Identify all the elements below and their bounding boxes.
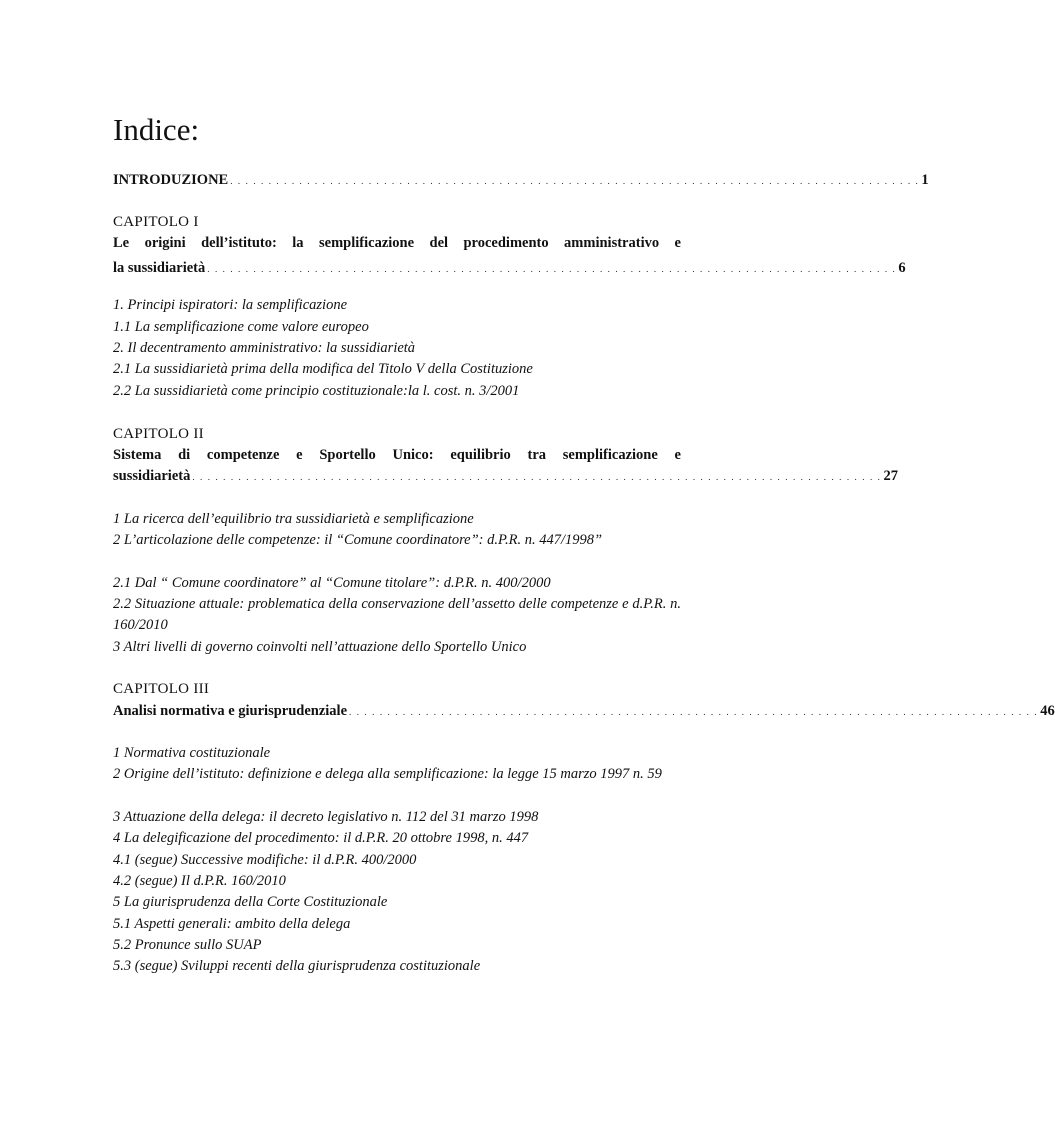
page-title: Indice: (113, 112, 200, 147)
toc-entry-label: Analisi normativa e giurisprudenziale (113, 703, 348, 719)
chapter-2-label: CAPITOLO II (113, 426, 204, 442)
toc-subitem[interactable]: 2.1 La sussidiarietà prima della modifica del Titolo V della Costituzione (113, 361, 533, 377)
toc-subitem[interactable]: 1 Normativa costituzionale (113, 745, 271, 761)
chapter-1-label: CAPITOLO I (113, 214, 199, 230)
chapter-3-label: CAPITOLO III (113, 681, 210, 697)
toc-subitem[interactable]: 5.3 (segue) Sviluppi recenti della giurisprudenza costituzionale (113, 958, 481, 974)
toc-subitem[interactable]: 2. Il decentramento amministrativo: la sussidiarietà (113, 340, 416, 356)
toc-subitem[interactable]: 1.1 La semplificazione come valore europeo (113, 319, 369, 335)
toc-entry-introduction[interactable] (113, 170, 929, 192)
toc-subitem[interactable]: 4.1 (segue) Successive modifiche: il d.P.R. 400/2000 (113, 852, 417, 868)
toc-page-number: 46 (1040, 703, 1055, 719)
toc-page-number: 27 (883, 468, 898, 484)
toc-subitem[interactable]: 1. Principi ispiratori: la semplificazione (113, 297, 348, 313)
toc-subitem[interactable]: 5.1 Aspetti generali: ambito della delega (113, 916, 351, 932)
toc-subitem[interactable]: 2 L’articolazione delle competenze: il “Comune coordinatore”: d.P.R. n. 447/1998” (113, 532, 603, 548)
toc-subitem[interactable]: 2.2 Situazione attuale: problematica della conservazione dell’assetto delle competenze e d.P.R. n. 160/2010 (113, 596, 681, 633)
dot-leader: . . . . . . . . . . . . . . . . . . . . . . . . . . . . . . . . . . . . . . . . . . . . . . . . . . . . . . . . . . . . . . . . . . . . . . . . . . . . . . . . . . . . . . . . . . (230, 176, 920, 186)
toc-subitem[interactable]: 3 Altri livelli di governo coinvolti nell’attuazione dello Sportello Unico (113, 639, 527, 655)
dot-leader: . . . . . . . . . . . . . . . . . . . . . . . . . . . . . . . . . . . . . . . . . . . . . . . . . . . . . . . . . . . . . . . . . . . . . . . . . . . . . . . . . . . . . . . . . . (192, 472, 882, 482)
toc-subitem[interactable]: 1 La ricerca dell’equilibrio tra sussidiarietà e semplificazione (113, 511, 474, 527)
chapter-1-title-line-1[interactable]: Le origini dell’istituto: la semplificazione del procedimento amministrativo e (113, 235, 681, 251)
toc-subitem[interactable]: 4 La delegificazione del procedimento: il d.P.R. 20 ottobre 1998, n. 447 (113, 830, 529, 846)
chapter-2-title-line-2[interactable] (113, 466, 898, 488)
toc-subitem[interactable]: 2.2 La sussidiarietà come principio costituzionale:la l. cost. n. 3/2001 (113, 383, 520, 399)
toc-subitem[interactable]: 2.1 Dal “ Comune coordinatore” al “Comune titolare”: d.P.R. n. 400/2000 (113, 575, 551, 591)
toc-subitem[interactable]: 3 Attuazione della delega: il decreto legislativo n. 112 del 31 marzo 1998 (113, 809, 539, 825)
toc-subitem[interactable]: 4.2 (segue) Il d.P.R. 160/2010 (113, 873, 286, 889)
toc-subitem[interactable]: 2 Origine dell’istituto: definizione e delega alla semplificazione: la legge 15 marzo 1997 n. 59 (113, 766, 662, 782)
toc-entry-label: sussidiarietà (113, 468, 191, 484)
toc-subitem[interactable]: 5.2 Pronunce sullo SUAP (113, 937, 262, 953)
toc-entry-label: INTRODUZIONE (113, 172, 229, 188)
dot-leader: . . . . . . . . . . . . . . . . . . . . . . . . . . . . . . . . . . . . . . . . . . . . . . . . . . . . . . . . . . . . . . . . . . . . . . . . . . . . . . . . . . . . . . . . . . (349, 707, 1039, 717)
toc-page-number: 1 (921, 172, 929, 188)
toc-subitem[interactable]: 5 La giurisprudenza della Corte Costituzionale (113, 894, 388, 910)
chapter-3-title[interactable] (113, 701, 1055, 723)
chapter-2-title-line-1[interactable]: Sistema di competenze e Sportello Unico: equilibrio tra semplificazione e (113, 447, 681, 463)
chapter-1-title-line-2[interactable] (113, 258, 906, 280)
dot-leader: . . . . . . . . . . . . . . . . . . . . . . . . . . . . . . . . . . . . . . . . . . . . . . . . . . . . . . . . . . . . . . . . . . . . . . . . . . . . . . . . . . . . . . . . . . (207, 264, 897, 274)
toc-page-number: 6 (898, 260, 906, 276)
toc-entry-label: la sussidiarietà (113, 260, 206, 276)
